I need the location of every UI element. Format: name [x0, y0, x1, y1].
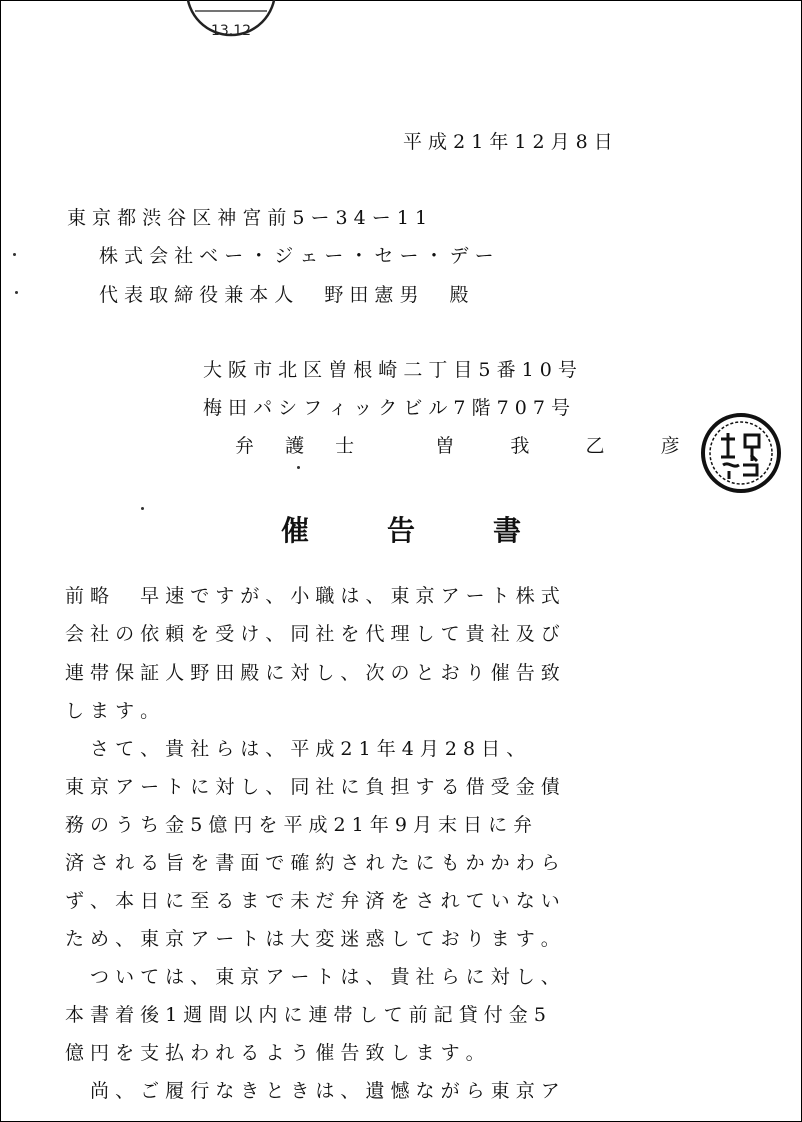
recipient-address: 東 京 都 渋 谷 区 神 宮 前 5 ー 3 4 ー 1 1: [67, 207, 428, 229]
body-line: 前 略 早 速 で す が 、 小 職 は 、 東 京 ア ー ト 株 式: [65, 585, 560, 607]
document-title: 催告書: [280, 514, 599, 547]
lawyer-seal-icon: [699, 411, 783, 495]
body-line: 会 社 の 依 頼 を 受 け 、 同 社 を 代 理 し て 貴 社 及 び: [65, 623, 560, 645]
body-line: し ま す 。: [65, 700, 160, 722]
sender-address-2: 梅 田 パ シ フ ィ ッ ク ビ ル 7 階 7 0 7 号: [203, 397, 570, 419]
body-line: 億 円 を 支 払 わ れ る よ う 催 告 致 し ま す 。: [65, 1042, 485, 1064]
body-line: 本 書 着 後 1 週 間 以 内 に 連 帯 し て 前 記 貸 付 金 5: [65, 1004, 546, 1026]
scan-speck: [141, 507, 144, 510]
recipient-representative: 代 表 取 締 役 兼 本 人 野 田 憲 男 殿: [99, 284, 469, 306]
sender-address-1: 大 阪 市 北 区 曽 根 崎 二 丁 目 5 番 1 0 号: [203, 359, 577, 381]
body-line: 東 京 ア ー ト に 対 し 、 同 社 に 負 担 す る 借 受 金 債: [65, 776, 560, 798]
letter-date: 平 成 2 1 年 1 2 月 8 日: [403, 131, 613, 153]
body-line: さ て 、 貴 社 ら は 、 平 成 2 1 年 4 月 2 8 日 、: [65, 738, 526, 760]
body-line: 済 さ れ る 旨 を 書 面 で 確 約 さ れ た に も か か わ ら: [65, 852, 560, 874]
body-line: ず 、 本 日 に 至 る ま で 未 だ 弁 済 を さ れ て い な い: [65, 890, 560, 912]
body-line: 尚 、 ご 履 行 な き と き は 、 遺 憾 な が ら 東 京 ア: [65, 1080, 560, 1102]
received-stamp-text: 13.12: [210, 23, 252, 39]
sender-lawyer: 弁 護 士 曽 我 乙 彦: [235, 435, 680, 457]
scan-speck: [15, 291, 18, 294]
received-stamp: [181, 0, 281, 41]
recipient-company: 株 式 会 社 ベ ー ・ ジ ェ ー ・ セ ー ・ デ ー: [99, 245, 494, 267]
body-line: 連 帯 保 証 人 野 田 殿 に 対 し 、 次 の と お り 催 告 致: [65, 662, 560, 684]
scan-speck: [13, 253, 16, 256]
body-line: 務 の う ち 金 5 億 円 を 平 成 2 1 年 9 月 末 日 に 弁: [65, 814, 533, 836]
scan-speck: [297, 466, 300, 469]
body-line: つ い て は 、 東 京 ア ー ト は 、 貴 社 ら に 対 し 、: [65, 966, 560, 988]
body-line: た め 、 東 京 ア ー ト は 大 変 迷 惑 し て お り ま す 。: [65, 928, 560, 950]
